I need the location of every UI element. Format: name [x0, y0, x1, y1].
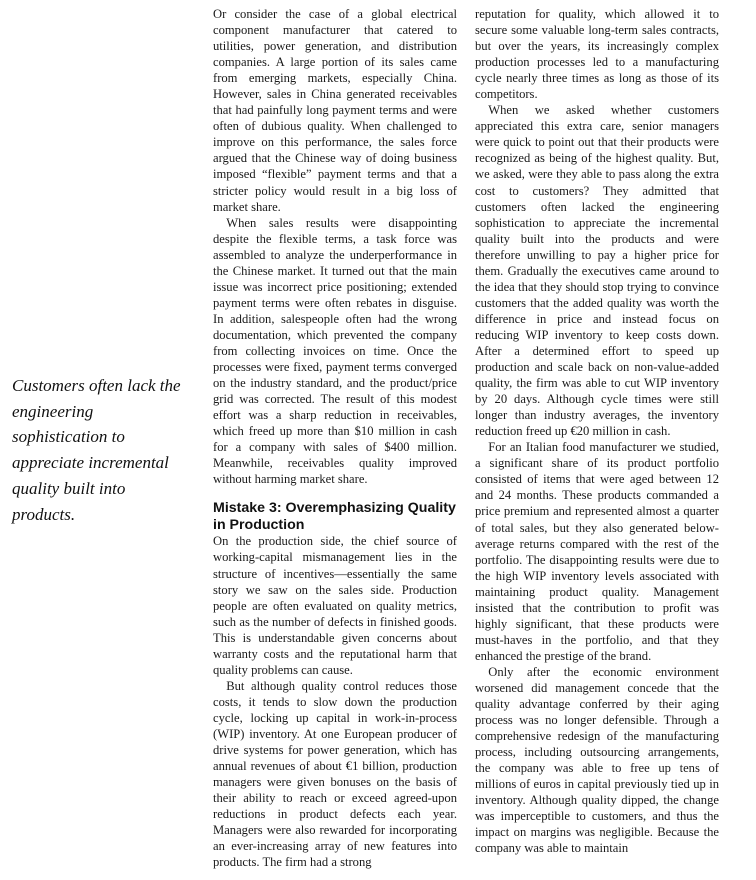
paragraph: On the production side, the chief source of working-capital mismanagement lies in the structure of incentives—essentially the same story we saw on the sales side. Production people are often evaluated on quality metrics, such as the number of defects in finished goods. This is understandable given concerns about warranty costs and the reputational harm that quality problems can cause. [213, 534, 457, 677]
paragraph: When we asked whether customers appreciated this extra care, senior managers were quick to point out that their products were recognized as being of the highest quality. But, we asked, were they able to pass along the extra cost to customers? They admitted that customers often lacked the engineering sophistication to appreciate the incremental quality built into the products and were therefore unwilling to pay a higher price for them. Gradually the executives came around to the idea that they should stop trying to convince customers that the added quality was worth the difference in price and instead focus on reducing WIP inventory to keep costs down. After a determined effort to speed up production and scale back on non-value-added quality, the firm was able to cut WIP inventory by 20 days. Although cycle times were still longer than industry averages, the inventory reduction freed up €20 million in cash. [475, 103, 719, 439]
paragraph: Or consider the case of a global electrical component manufacturer that catered to utilities, power generation, and distribution companies. A large portion of its sales came from emerging markets, especially China. However, sales in China generated receivables that had painfully long payment terms and were often of dubious quality. When challenged to improve on this performance, the sales force argued that the Chinese way of doing business imposed “flexible” payment terms and that a stricter policy would result in a big loss of market share. [213, 7, 457, 214]
paragraph: reputation for quality, which allowed it to secure some valuable long-term sales contracts, but over the years, its increasingly complex production processes led to a manufacturing cycle nearly three times as long as those of its competitors. [475, 7, 719, 102]
paragraph: For an Italian food manufacturer we studied, a significant share of its product portfolio consisted of items that were aged between 12 and 24 months. These products commanded a price premium and represented almost a quarter of total sales, but they also generated below-average returns compared with the rest of the portfolio. The disappointing results were due to the high WIP inventory levels associated with maintaining product quality. Management insisted that the contribution to profit was highly significant, that these products were must-haves in the portfolio, and that they enhanced the prestige of the brand. [475, 440, 719, 663]
paragraph: Only after the economic environment worsened did management concede that the quality advantage conferred by their aging process was no longer defensible. Through a comprehensive redesign of the manufacturing process, including outsourcing arrangements, the company was able to free up tens of millions of euros in capital previously tied up in inventory. Although quality dipped, the change was imperceptible to customers, and thus the impact on margins was negligible. Because the company was able to maintain [475, 664, 719, 856]
article-column-2 [475, 6, 719, 856]
pull-quote: Customers often lack the engineering sophistication to appreciate incremental quality built into products. [12, 376, 181, 524]
paragraph: But although quality control reduces those costs, it tends to slow down the production cycle, locking up capital in work-in-process (WIP) inventory. At one European producer of drive systems for power generation, which has annual revenues of about €1 billion, production managers were given bonuses on the basis of their ability to reach or exceed agreed-upon reductions in product defects each year. Managers were also rewarded for incorporating an ever-increasing array of new features into products. The firm had a strong [213, 678, 457, 870]
article-column-1 [213, 6, 457, 870]
paragraph: When sales results were disappointing despite the flexible terms, a task force was assembled to analyze the underperformance in the Chinese market. It turned out that the main issue was incorrect price positioning; extended payment terms were often rebates in disguise. In addition, salespeople often had the wrong documentation, which prevented the company from collecting invoices on time. Once the processes were fixed, payment terms converged on the industry standard, and the product/price grid was corrected. The result of this modest effort was a sharp reduction in receivables, which freed up more than $10 million in cash for a company with sales of $400 million. Meanwhile, receivables quality improved without harming market share. [213, 215, 457, 487]
section-heading: Mistake 3: Overemphasizing Quality in Production [213, 500, 456, 533]
